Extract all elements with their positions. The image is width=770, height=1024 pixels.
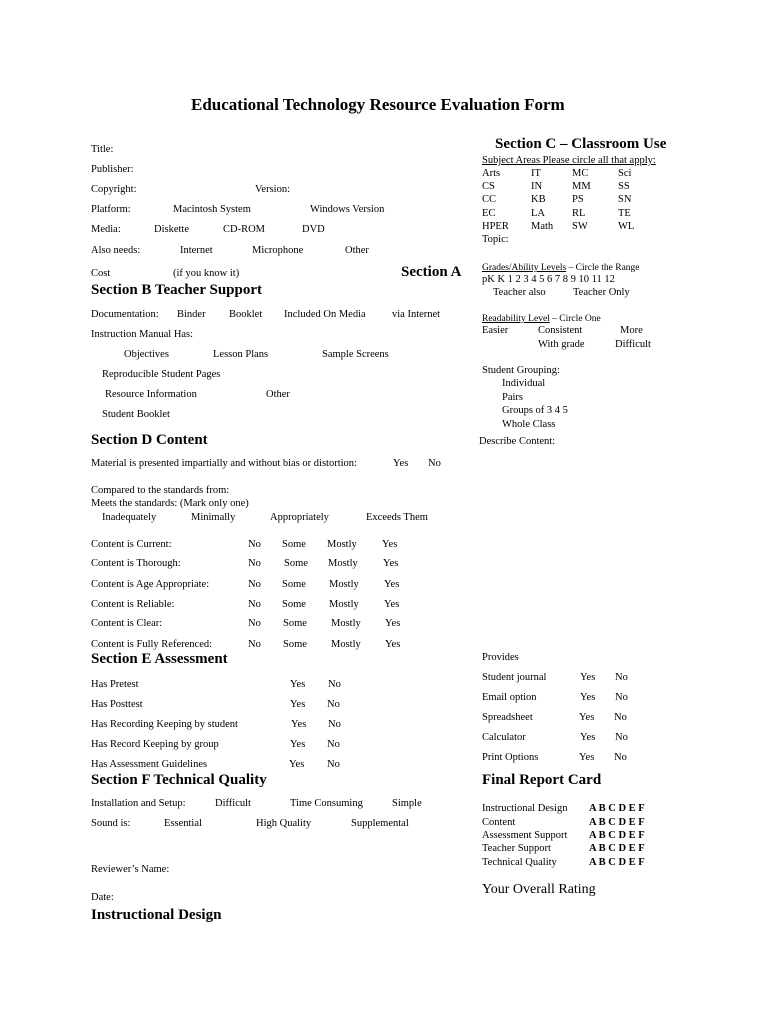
- platform-windows: Windows Version: [310, 204, 385, 215]
- manual-label: Instruction Manual Has:: [91, 329, 194, 340]
- meets-label: Meets the standards: (Mark only one): [91, 498, 249, 509]
- student-booklet: Student Booklet: [102, 409, 170, 420]
- provides-row-no: No: [614, 752, 627, 763]
- manual-lesson-plans: Lesson Plans: [213, 349, 269, 360]
- assessment-row-no: No: [328, 679, 341, 690]
- title-label: Title:: [91, 144, 114, 155]
- content-row-yes: Yes: [383, 558, 399, 569]
- teacher-also: Teacher also: [493, 287, 546, 298]
- describe-content-label: Describe Content:: [479, 436, 556, 447]
- also-needs-label: Also needs:: [91, 245, 141, 256]
- subject-cell: MC: [572, 168, 589, 179]
- read-more: More: [620, 325, 643, 336]
- provides-row-no: No: [615, 672, 628, 683]
- reviewer-name-label: Reviewer’s Name:: [91, 864, 170, 875]
- readability-label: Readability Level: [482, 314, 550, 324]
- documentation-label: Documentation:: [91, 309, 159, 320]
- provides-row-label: Print Options: [482, 752, 539, 763]
- install-label: Installation and Setup:: [91, 798, 186, 809]
- assessment-row-label: Has Posttest: [91, 699, 143, 710]
- read-difficult: Difficult: [615, 339, 651, 350]
- content-row-no: No: [248, 539, 261, 550]
- assessment-row-label: Has Pretest: [91, 679, 139, 690]
- grades-label: Grades/Ability Levels: [482, 263, 567, 273]
- teacher-only: Teacher Only: [573, 287, 630, 298]
- overall-rating-label: Your Overall Rating: [482, 882, 596, 897]
- report-row-grades: A B C D E F: [589, 830, 645, 841]
- grouping-pairs: Pairs: [502, 392, 523, 403]
- content-row-yes: Yes: [384, 579, 400, 590]
- content-row-yes: Yes: [385, 639, 401, 650]
- provides-label: Provides: [482, 652, 519, 663]
- content-row-yes: Yes: [385, 618, 401, 629]
- subject-cell: SW: [572, 221, 588, 232]
- content-row-mostly: Mostly: [327, 539, 357, 550]
- grouping-whole-class: Whole Class: [502, 419, 556, 430]
- reproducible-pages: Reproducible Student Pages: [102, 369, 221, 380]
- date-label: Date:: [91, 892, 114, 903]
- report-row-label: Technical Quality: [482, 857, 557, 868]
- doc-binder: Binder: [177, 309, 206, 320]
- provides-row-label: Calculator: [482, 732, 526, 743]
- needs-other: Other: [345, 245, 369, 256]
- subject-cell: RL: [572, 208, 586, 219]
- assessment-row-no: No: [327, 759, 340, 770]
- bias-question: Material is presented impartially and without bias or distortion:: [91, 458, 357, 469]
- report-row-grades: A B C D E F: [589, 803, 645, 814]
- content-row-no: No: [248, 558, 261, 569]
- subject-cell: CS: [482, 181, 495, 192]
- copyright-label: Copyright:: [91, 184, 137, 195]
- form-title: Educational Technology Resource Evaluation Form: [191, 95, 565, 114]
- resource-information: Resource Information: [105, 389, 197, 400]
- grades-heading: [482, 262, 640, 274]
- assessment-row-label: Has Assessment Guidelines: [91, 759, 208, 770]
- content-row-no: No: [248, 579, 261, 590]
- readability-heading: [482, 313, 601, 325]
- sound-high-quality: High Quality: [256, 818, 312, 829]
- subject-cell: IT: [531, 168, 541, 179]
- content-row-some: Some: [283, 618, 307, 629]
- provides-row-label: Student journal: [482, 672, 547, 683]
- assessment-row-yes: Yes: [290, 739, 306, 750]
- provides-row-label: Email option: [482, 692, 537, 703]
- grades-suffix: – Circle the Range: [566, 263, 640, 273]
- report-row-label: Teacher Support: [482, 843, 551, 854]
- bias-yes: Yes: [393, 458, 409, 469]
- report-row-label: Assessment Support: [482, 830, 568, 841]
- grades-range: pK K 1 2 3 4 5 6 7 8 9 10 11 12: [482, 274, 615, 285]
- subject-cell: MM: [572, 181, 591, 192]
- install-simple: Simple: [392, 798, 422, 809]
- content-row-some: Some: [282, 539, 306, 550]
- content-row-label: Content is Clear:: [91, 618, 163, 629]
- subject-cell: Sci: [618, 168, 632, 179]
- grouping-individual: Individual: [502, 378, 546, 389]
- subject-cell: CC: [482, 194, 497, 205]
- section-f-heading: Section F Technical Quality: [91, 772, 267, 788]
- content-row-label: Content is Reliable:: [91, 599, 175, 610]
- content-row-no: No: [248, 618, 261, 629]
- needs-microphone: Microphone: [252, 245, 304, 256]
- sound-label: Sound is:: [91, 818, 131, 829]
- provides-row-yes: Yes: [580, 672, 596, 683]
- assessment-row-label: Has Recording Keeping by student: [91, 719, 238, 730]
- meets-appropriately: Appropriately: [270, 512, 329, 523]
- read-with-grade: With grade: [538, 339, 585, 350]
- grouping-label: Student Grouping:: [482, 365, 560, 376]
- subject-cell: HPER: [482, 221, 509, 232]
- platform-mac: Macintosh System: [173, 204, 251, 215]
- assessment-row-yes: Yes: [290, 699, 306, 710]
- cost-label: Cost: [91, 268, 111, 279]
- resource-other: Other: [266, 389, 290, 400]
- section-a-heading: Section A: [401, 264, 462, 280]
- assessment-row-yes: Yes: [291, 719, 307, 730]
- platform-label: Platform:: [91, 204, 131, 215]
- topic-label: Topic:: [482, 234, 509, 245]
- content-row-some: Some: [282, 579, 306, 590]
- provides-row-yes: Yes: [579, 712, 595, 723]
- manual-objectives: Objectives: [124, 349, 169, 360]
- bias-no: No: [428, 458, 441, 469]
- section-e-heading: Section E Assessment: [91, 651, 228, 667]
- final-report-heading: Final Report Card: [482, 772, 602, 788]
- cost-note: (if you know it): [173, 268, 240, 279]
- provides-row-label: Spreadsheet: [482, 712, 533, 723]
- provides-row-yes: Yes: [580, 732, 596, 743]
- content-row-mostly: Mostly: [331, 639, 361, 650]
- content-row-mostly: Mostly: [331, 618, 361, 629]
- content-row-mostly: Mostly: [328, 558, 358, 569]
- subject-cell: PS: [572, 194, 584, 205]
- section-d-heading: Section D Content: [91, 432, 208, 448]
- meets-exceeds: Exceeds Them: [366, 512, 428, 523]
- doc-booklet: Booklet: [229, 309, 263, 320]
- subject-cell: EC: [482, 208, 496, 219]
- needs-internet: Internet: [180, 245, 213, 256]
- assessment-row-yes: Yes: [289, 759, 305, 770]
- content-row-label: Content is Fully Referenced:: [91, 639, 213, 650]
- content-row-some: Some: [282, 599, 306, 610]
- content-row-no: No: [248, 599, 261, 610]
- report-row-grades: A B C D E F: [589, 857, 645, 868]
- subject-cell: SN: [618, 194, 632, 205]
- report-row-grades: A B C D E F: [589, 843, 645, 854]
- media-cdrom: CD-ROM: [223, 224, 266, 235]
- provides-row-yes: Yes: [580, 692, 596, 703]
- report-row-label: Instructional Design: [482, 803, 568, 814]
- subject-cell: IN: [531, 181, 543, 192]
- assessment-row-no: No: [328, 719, 341, 730]
- assessment-row-no: No: [327, 699, 340, 710]
- content-row-mostly: Mostly: [329, 599, 359, 610]
- report-row-label: Content: [482, 817, 516, 828]
- assessment-row-yes: Yes: [290, 679, 306, 690]
- subject-cell: KB: [531, 194, 546, 205]
- sound-essential: Essential: [164, 818, 202, 829]
- content-row-yes: Yes: [382, 539, 398, 550]
- subject-cell: Math: [531, 221, 554, 232]
- assessment-row-label: Has Record Keeping by group: [91, 739, 219, 750]
- content-row-label: Content is Age Appropriate:: [91, 579, 210, 590]
- content-row-label: Content is Thorough:: [91, 558, 181, 569]
- read-consistent: Consistent: [538, 325, 583, 336]
- install-time-consuming: Time Consuming: [290, 798, 363, 809]
- provides-row-no: No: [615, 692, 628, 703]
- meets-minimally: Minimally: [191, 512, 236, 523]
- content-row-no: No: [248, 639, 261, 650]
- report-row-grades: A B C D E F: [589, 817, 645, 828]
- subject-cell: SS: [618, 181, 630, 192]
- compared-label: Compared to the standards from:: [91, 485, 230, 496]
- content-row-some: Some: [284, 558, 308, 569]
- doc-via-internet: via Internet: [392, 309, 441, 320]
- subject-cell: LA: [531, 208, 545, 219]
- manual-sample-screens: Sample Screens: [322, 349, 389, 360]
- content-row-some: Some: [283, 639, 307, 650]
- instructional-design-heading: Instructional Design: [91, 907, 222, 923]
- assessment-row-no: No: [327, 739, 340, 750]
- subject-areas-label: Subject Areas Please circle all that apply:: [482, 155, 656, 166]
- section-c-heading: Section C – Classroom Use: [495, 136, 667, 152]
- grouping-groups: Groups of 3 4 5: [502, 405, 568, 416]
- media-dvd: DVD: [302, 224, 325, 235]
- install-difficult: Difficult: [215, 798, 251, 809]
- subject-cell: TE: [618, 208, 631, 219]
- provides-row-no: No: [615, 732, 628, 743]
- provides-row-yes: Yes: [579, 752, 595, 763]
- readability-suffix: – Circle One: [549, 314, 601, 324]
- version-label: Version:: [255, 184, 290, 195]
- section-b-heading: Section B Teacher Support: [91, 282, 262, 298]
- content-row-label: Content is Current:: [91, 539, 172, 550]
- subject-cell: Arts: [482, 168, 501, 179]
- content-row-mostly: Mostly: [329, 579, 359, 590]
- doc-included-on-media: Included On Media: [284, 309, 366, 320]
- sound-supplemental: Supplemental: [351, 818, 409, 829]
- meets-inadequately: Inadequately: [102, 512, 157, 523]
- media-diskette: Diskette: [154, 224, 189, 235]
- media-label: Media:: [91, 224, 121, 235]
- content-row-yes: Yes: [384, 599, 400, 610]
- subject-cell: WL: [618, 221, 635, 232]
- provides-row-no: No: [614, 712, 627, 723]
- read-easier: Easier: [482, 325, 509, 336]
- publisher-label: Publisher:: [91, 164, 134, 175]
